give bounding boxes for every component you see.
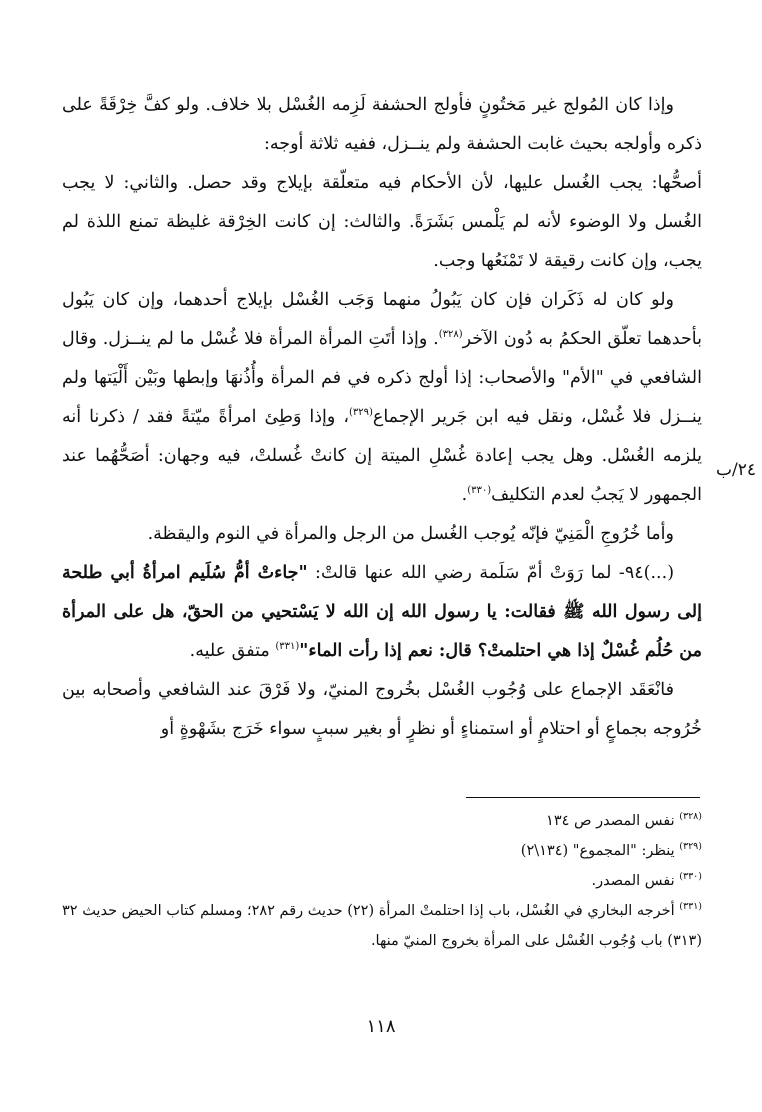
footnote-number: (٣٢٩) xyxy=(679,841,702,853)
main-text xyxy=(62,86,702,749)
hadith-text: "جاءتْ أمُّ سُلَيم امرأةُ أبي طلحة إلى رسول الله ﷺ فقالت: يا رسول الله إن الله لا يَسْتحيي من الحقّ، هل على المرأة من حُلُم غُسْلٌ إذا هي احتلمتْ؟ قال: نعم إذا رأت الماء" xyxy=(62,563,702,661)
footnote-330 xyxy=(62,866,702,896)
paragraph-3-part-a: ولو كان له ذَكَران فإن كان يَبُولُ منهما وَجَب الغُسْل بإيلاج أحدهما، وإن كان يَبُول بأحدهما تعلّق الحكمُ به دُون الآخر xyxy=(62,290,702,349)
page-number: ١١٨ xyxy=(366,1016,396,1037)
footnote-329 xyxy=(62,836,702,866)
paragraph-4: وأما خُرُوجِ الْمَنِيّ فإنّه يُوجب الغُسل من الرجل والمرأة في النوم واليقظة. xyxy=(147,524,674,544)
hadith-outro: متفق عليه. xyxy=(189,641,276,661)
footnote-text: ينظر: "المجموع" (١٣٤\٢) xyxy=(520,843,675,859)
footnote-ref-330: (٣٣٠) xyxy=(467,485,492,497)
paragraph-3-part-b: . وإذا أتَتِ المرأة المرأة فلا غُسْل ما لم ينــزل. وقال الشافعي في "الأم" والأصحاب: إذا أولج ذكره في فم المرأة وأُذُنهَا وإبطها وبَيْن أَلْيَتها ولم ينــزل فلا غُسْل، ونقل فيه ابن جَرير الإجماع xyxy=(62,329,702,427)
paragraph-2: أصحُّها: يجب الغُسل عليها، لأن الأحكام فيه متعلّقة بإيلاج وقد حصل. والثاني: لا يجب الغُسل ولا الوضوء لأنه لم يَلْمس بَشَرَةً. والثالث: إن كانت الخِرْقة غليظة تمنع اللذة لم يجب، وإن كانت رقيقة لا تَمْنَعُها وجب. xyxy=(62,173,702,271)
manuscript-folio-marker: ٢٤/ب xyxy=(716,460,756,480)
footnote-text: أخرجه البخاري في الغُسْل، باب إذا احتلمتْ المرأة (٢٢) حديث رقم ٢٨٢؛ ومسلم كتاب الحيض حديث ٣٢ (٣١٣) باب وُجُوب الغُسْل على المرأة بخروج المنيّ منها. xyxy=(62,903,702,949)
footnote-ref-331: (٣٣١) xyxy=(275,641,300,653)
footnote-328 xyxy=(62,806,702,836)
footnote-divider xyxy=(466,797,700,798)
footnote-331 xyxy=(62,896,702,956)
paragraph-3-part-d: . xyxy=(461,485,468,505)
paragraph-5-hadith xyxy=(62,554,702,671)
paragraph-3-part-c: ، وإذا وَطِئ امرأةً ميّتةً فقد / ذكرنا أنه يلزمه الغُسْل. وهل يجب إعادة غُسْلِ الميتة إن كانتْ غُسلتْ، فيه وجهان: أصَحُّهُما عند الجمهور لا يَجبُ لعدم التكليف xyxy=(62,407,702,505)
footnote-text: نفس المصدر. xyxy=(591,873,675,889)
paragraph-6: فانْعَقَد الإجماع على وُجُوب الغُسْل بخُروج المنيّ، ولا فَرْقَ عند الشافعي وأصحابه بين خُرُوجه بجماعٍ أو احتلامٍ أو استمناءٍ أو نظرٍ أو بغير سببٍ سواء خَرَج بشَهْوةٍ أو xyxy=(62,680,702,739)
footnote-ref-328: (٣٢٨) xyxy=(438,329,463,341)
footnote-number: (٣٢٨) xyxy=(679,811,702,823)
paragraph-1: وإذا كان المُولج غير مَختُونٍ فأولج الحشفة لَزِمه الغُسْل بلا خلاف. ولو كفَّ خِرْقَةً على ذكره وأولجه بحيث غابت الحشفة ولم ينــزل، ففيه ثلاثة أوجه: xyxy=(62,95,702,154)
footnote-number: (٣٣١) xyxy=(679,901,703,913)
footnote-text: نفس المصدر ص ١٣٤ xyxy=(546,813,675,829)
footnote-ref-329: (٣٢٩) xyxy=(348,407,373,419)
hadith-intro: (...)٩٤- لما رَوَتْ أمّ سَلَمة رضي الله عنها قالتْ: xyxy=(307,563,675,583)
paragraph-3 xyxy=(62,281,702,515)
footnote-number: (٣٣٠) xyxy=(679,871,702,883)
footnotes-section xyxy=(62,806,702,956)
